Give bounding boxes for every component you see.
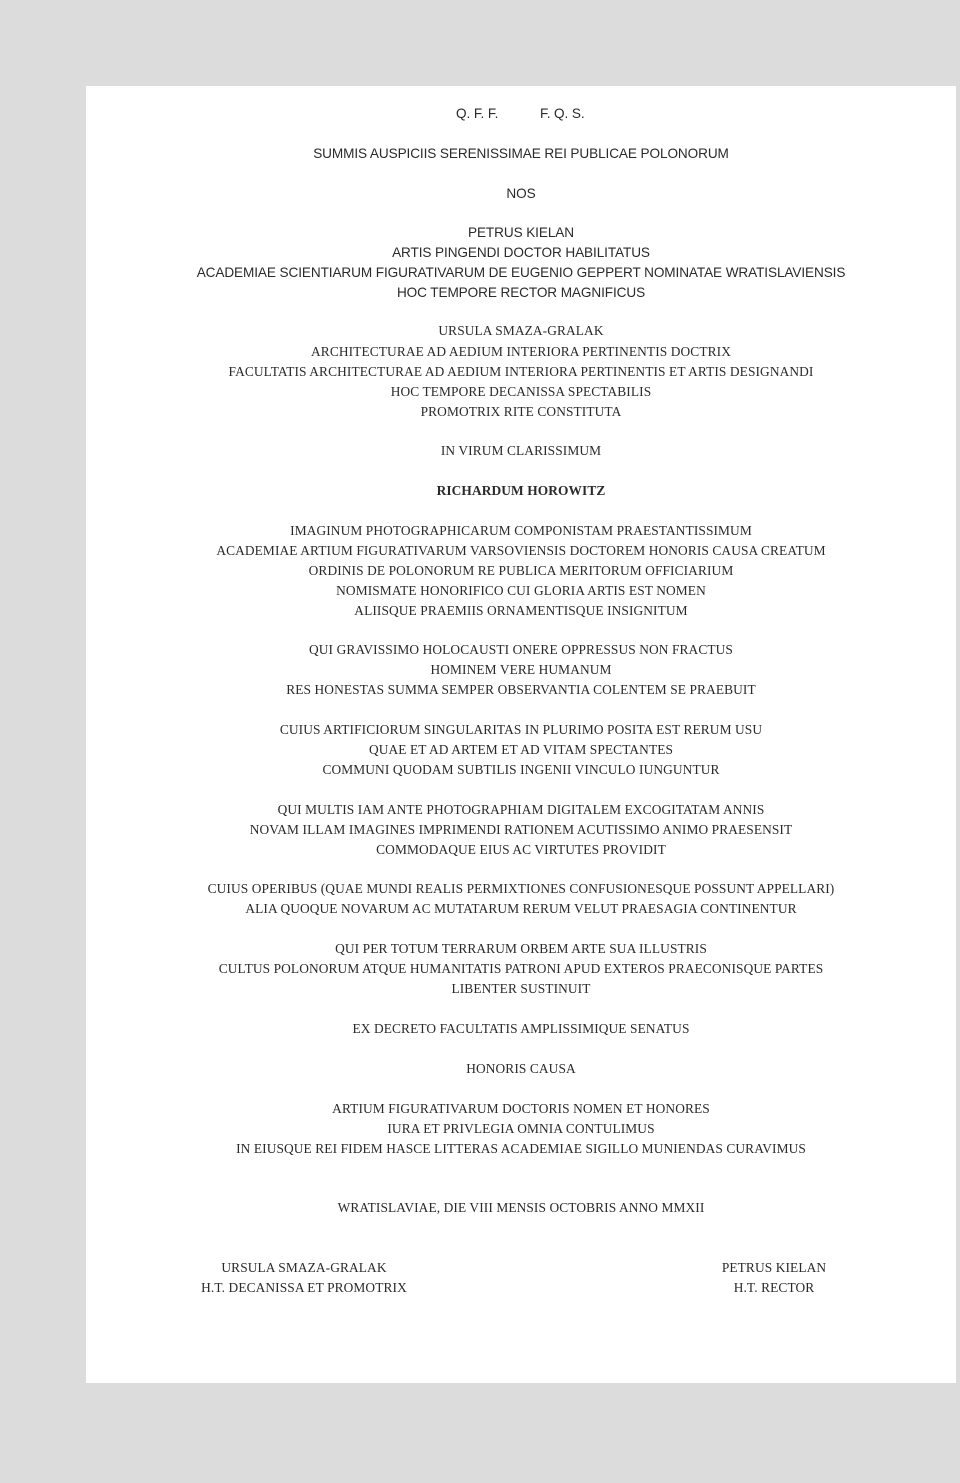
para3-line: QUAE ET AD ARTEM ET AD VITAM SPECTANTES: [368, 742, 674, 757]
date-line: WRATISLAVIAE, DIE VIII MENSIS OCTOBRIS ANNO MMXII: [337, 1200, 705, 1215]
dean-line: HOC TEMPORE DECANISSA SPECTABILIS: [390, 384, 652, 399]
rector-line: ACADEMIAE SCIENTIARUM FIGURATIVARUM DE EUGENIO GEPPERT NOMINATAE WRATISLAVIENSIS: [196, 265, 846, 280]
para6-line: CULTUS POLONORUM ATQUE HUMANITATIS PATRONI APUD EXTEROS PRAECONISQUE PARTES: [218, 961, 824, 976]
para5-line: CUIUS OPERIBUS (QUAE MUNDI REALIS PERMIXTIONES CONFUSIONESQUE POSSUNT APPELLARI): [207, 881, 835, 896]
para4-line: QUI MULTIS IAM ANTE PHOTOGRAPHIAM DIGITALEM EXCOGITATAM ANNIS: [277, 802, 765, 817]
para1-line: ACADEMIAE ARTIUM FIGURATIVARUM VARSOVIENSIS DOCTOREM HONORIS CAUSA CREATUM: [216, 543, 826, 558]
qff-left: Q. F. F.: [456, 106, 499, 121]
para2-line: HOMINEM VERE HUMANUM: [430, 662, 612, 677]
qff-right: F. Q. S.: [540, 106, 585, 121]
dean-line: ARCHITECTURAE AD AEDIUM INTERIORA PERTINENTIS DOCTRIX: [311, 344, 731, 359]
auspices-line: SUMMIS AUSPICIIS SERENISSIMAE REI PUBLICAE POLONORUM: [313, 146, 729, 161]
dean-line: PROMOTRIX RITE CONSTITUTA: [420, 404, 622, 419]
diploma-page: [86, 86, 956, 1383]
para4-line: NOVAM ILLAM IMAGINES IMPRIMENDI RATIONEM ACUTISSIMO ANIMO PRAESENSIT: [249, 822, 793, 837]
para3-line: COMMUNI QUODAM SUBTILIS INGENII VINCULO IUNGUNTUR: [322, 762, 720, 777]
signature-names-row: [86, 1258, 956, 1278]
nos-line: NOS: [506, 186, 536, 201]
rector-name: PETRUS KIELAN: [468, 225, 574, 240]
conferral-line: IURA ET PRIVLEGIA OMNIA CONTULIMUS: [387, 1121, 655, 1136]
para1-line: ORDINIS DE POLONORUM RE PUBLICA MERITORUM OFFICIARIUM: [308, 563, 734, 578]
signature-right-title: H.T. RECTOR: [733, 1280, 815, 1295]
rector-line: ARTIS PINGENDI DOCTOR HABILITATUS: [392, 245, 650, 260]
honoris-causa-line: HONORIS CAUSA: [466, 1061, 576, 1076]
para6-line: LIBENTER SUSTINUIT: [451, 981, 591, 996]
honoree-name: RICHARDUM HOROWITZ: [436, 483, 606, 498]
para5-line: ALIA QUOQUE NOVARUM AC MUTATARUM RERUM VELUT PRAESAGIA CONTINENTUR: [245, 901, 797, 916]
para1-line: IMAGINUM PHOTOGRAPHICARUM COMPONISTAM PRAESTANTISSIMUM: [290, 523, 752, 538]
rector-line: HOC TEMPORE RECTOR MAGNIFICUS: [396, 285, 646, 300]
in-virum-line: IN VIRUM CLARISSIMUM: [440, 443, 602, 458]
dean-line: FACULTATIS ARCHITECTURAE AD AEDIUM INTERIORA PERTINENTIS ET ARTIS DESIGNANDI: [228, 364, 814, 379]
qff-line: [86, 104, 956, 124]
dean-name: URSULA SMAZA-GRALAK: [438, 323, 604, 338]
signature-right-name: PETRUS KIELAN: [721, 1260, 827, 1275]
signature-left-title: H.T. DECANISSA ET PROMOTRIX: [201, 1280, 407, 1295]
conferral-line: IN EIUSQUE REI FIDEM HASCE LITTERAS ACADEMIAE SIGILLO MUNIENDAS CURAVIMUS: [236, 1141, 806, 1156]
signature-left-name: URSULA SMAZA-GRALAK: [221, 1260, 387, 1275]
para3-line: CUIUS ARTIFICIORUM SINGULARITAS IN PLURIMO POSITA EST RERUM USU: [279, 722, 763, 737]
para6-line: QUI PER TOTUM TERRARUM ORBEM ARTE SUA ILLUSTRIS: [335, 941, 707, 956]
conferral-line: ARTIUM FIGURATIVARUM DOCTORIS NOMEN ET HONORES: [332, 1101, 710, 1116]
para4-line: COMMODAQUE EIUS AC VIRTUTES PROVIDIT: [376, 842, 666, 857]
para1-line: ALIISQUE PRAEMIIS ORNAMENTISQUE INSIGNITUM: [354, 603, 688, 618]
para2-line: QUI GRAVISSIMO HOLOCAUSTI ONERE OPPRESSUS NON FRACTUS: [309, 642, 733, 657]
decree-line: EX DECRETO FACULTATIS AMPLISSIMIQUE SENATUS: [352, 1021, 690, 1036]
signature-titles-row: [86, 1278, 956, 1298]
para2-line: RES HONESTAS SUMMA SEMPER OBSERVANTIA COLENTEM SE PRAEBUIT: [286, 682, 756, 697]
para1-line: NOMISMATE HONORIFICO CUI GLORIA ARTIS EST NOMEN: [336, 583, 706, 598]
